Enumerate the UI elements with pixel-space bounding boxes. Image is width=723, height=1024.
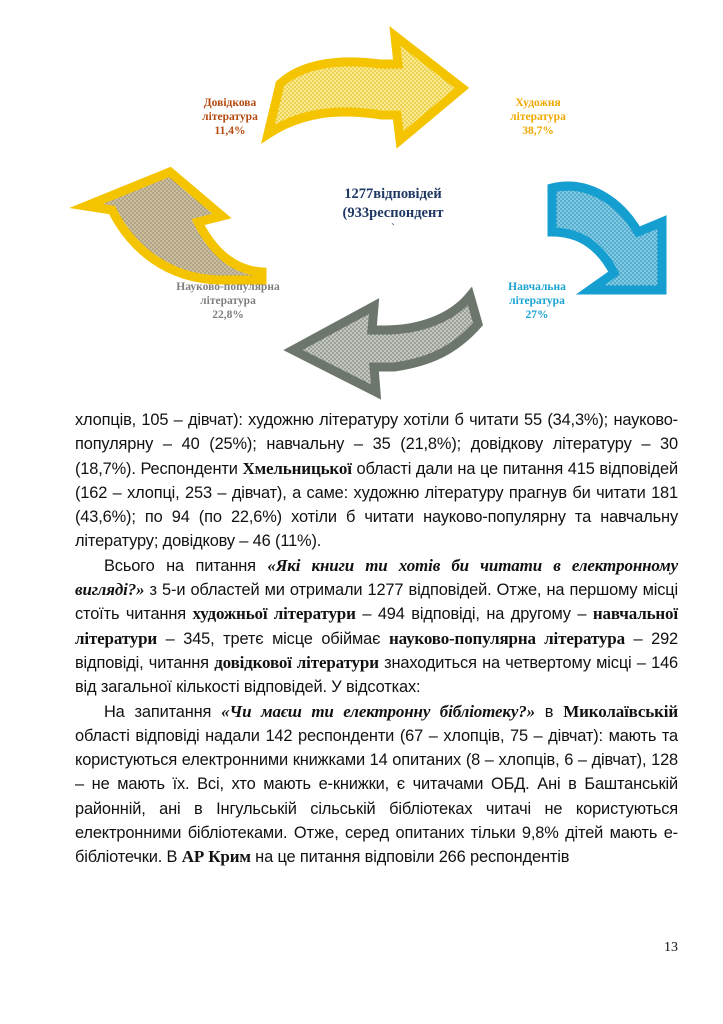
p3-bold-crimea: АР Крим <box>181 847 251 867</box>
p1-bold-khmelnytska: Хмельницької <box>242 458 352 478</box>
left-arrow-shape <box>86 172 262 280</box>
label-educational-percent: 27% <box>525 309 549 321</box>
p2-bold-reference: довідкової літератури <box>214 652 379 672</box>
label-educational-line1: Навчальна <box>508 281 566 293</box>
p2-text-3: – 494 відповіді, на другому – <box>355 605 593 624</box>
label-reference-percent: 11,4% <box>214 125 246 137</box>
p2-text-6: знаходиться на четвертому місці – 146 від загальної кількості відповідей. У відсотках: <box>75 653 679 697</box>
p2-text-5: – 292 відповіді, читання <box>75 629 678 672</box>
body-text <box>75 408 678 870</box>
label-fiction-percent: 38,7% <box>522 125 554 137</box>
paragraph-1 <box>75 408 678 554</box>
paragraph-2 <box>75 554 678 700</box>
p2-bold-fiction: художньої літератури <box>192 604 356 624</box>
p2-question: «Які книги ти хотів би читати в електронному вигляді?» <box>75 555 678 600</box>
label-reference-literature <box>170 96 290 138</box>
center-respondents-count: (933респондент <box>342 205 444 221</box>
p3-question: «Чи маєш ти електронну бібліотеку?» <box>221 701 535 721</box>
page-number: 13 <box>664 940 678 955</box>
reading-preferences-diagram <box>0 0 723 420</box>
p3-text-3: області відповіді надали 142 респонденти (67 – хлопців, 75 – дівчат): мають та користуються електронними книжками 14 опитаних (8 – хлопців, 6 – дівчат), 128 – не мають їх. Всі, хто мають е-книжки, є читачами ОБД. Ані в Баштанській районній, ані в Інгульській сільській бібліотеках читачі не користуються електронними бібліотеками. Отже, серед опитаних тільки 9,8% дітей мають е-бібліотечки. В <box>75 726 678 867</box>
p2-text-2: з 5-и областей ми отримали 1277 відповідей. Отже, на першому місці стоїть читання <box>75 581 678 624</box>
p2-text-4: – 345, третє місце обіймає <box>157 629 389 648</box>
label-popular-science-line1: Науково-популярна <box>176 281 280 293</box>
p3-bold-mykolaivska: Миколаївській <box>563 701 678 721</box>
center-total-label <box>318 185 468 233</box>
p3-text-1: На запитання <box>104 702 222 721</box>
label-educational-line2: література <box>509 295 565 307</box>
bottom-arrow-shape <box>293 296 478 392</box>
center-responses-count: 1277відповідей <box>344 186 442 202</box>
label-popular-science-literature <box>148 280 308 322</box>
top-arrow-shape <box>268 36 462 140</box>
p2-text-1: Всього на питання <box>104 556 268 575</box>
label-fiction-line2: література <box>510 111 566 123</box>
label-popular-science-percent: 22,8% <box>212 309 244 321</box>
right-arrow-shape <box>552 186 662 290</box>
label-fiction-literature <box>478 96 598 138</box>
label-fiction-line1: Художня <box>515 97 561 109</box>
paragraph-3 <box>75 700 678 870</box>
label-popular-science-line2: література <box>200 295 256 307</box>
label-reference-line2: література <box>202 111 258 123</box>
label-reference-line1: Довідкова <box>203 97 257 109</box>
center-stray-mark: ` <box>391 222 395 234</box>
p2-bold-educational: навчальної літератури <box>75 604 678 648</box>
p3-text-2: в <box>534 702 564 721</box>
p1-text-2: області дали на це питання 415 відповідей (162 – хлопці, 253 – дівчат), а саме: художню літературу прагнув би читати 181 (43,6%); по 94 (по 22,6%) хотіли б читати науково-популярну та навчальну літературу; довідкову – 46 (11%). <box>75 459 678 551</box>
p2-bold-popular-science: науково-популярна література <box>388 628 625 648</box>
p1-text-1: хлопців, 105 – дівчат): художню літературу хотіли б читати 55 (34,3%); науково-популярну – 40 (25%); навчальну – 35 (21,8%); довідкову літературу – 30 (18,7%). Респонденти <box>75 411 678 478</box>
label-educational-literature <box>477 280 597 322</box>
p3-text-4: на це питання відповіли 266 респондентів <box>250 848 570 867</box>
